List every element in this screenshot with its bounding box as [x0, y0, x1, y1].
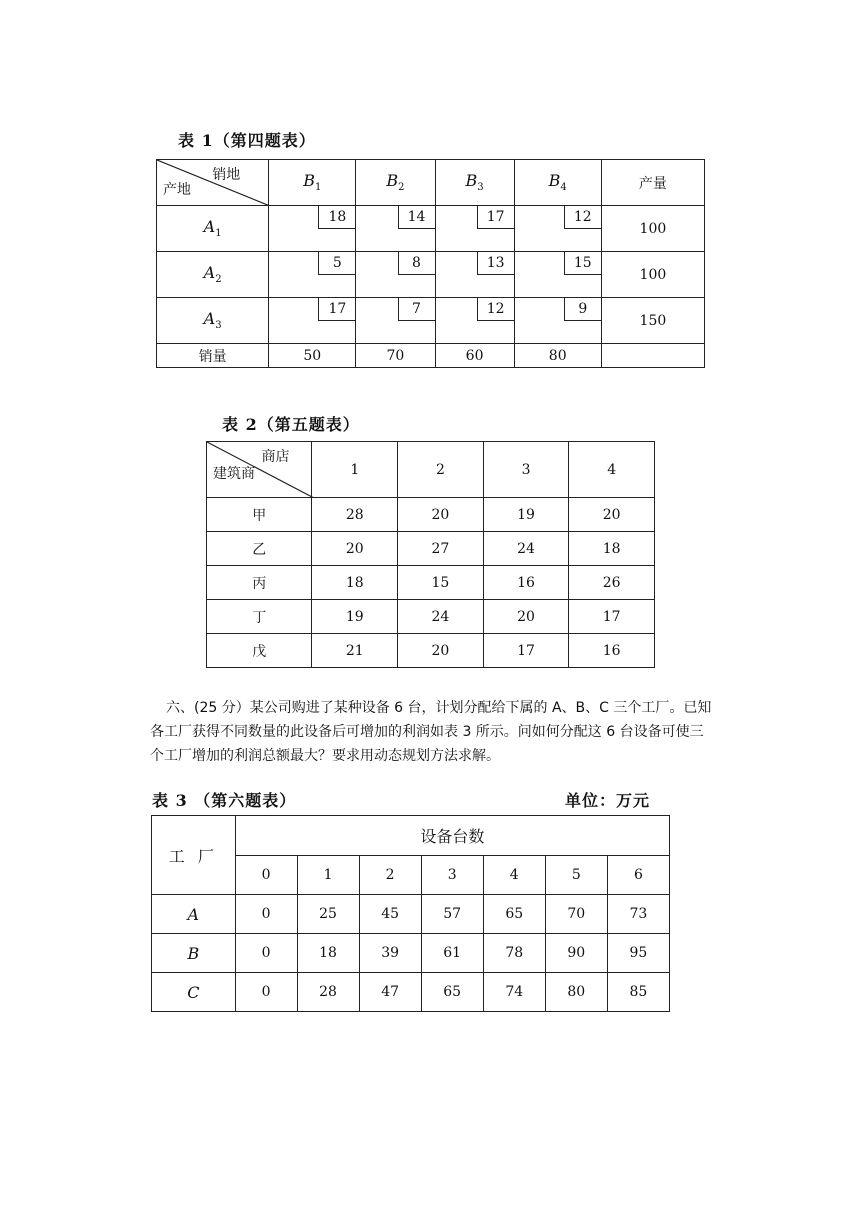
table-row — [152, 934, 670, 973]
table1-corner-cell — [157, 160, 269, 206]
cell-value: 28 — [312, 498, 398, 532]
table-row — [207, 566, 655, 600]
row-label: 丁 — [207, 600, 312, 634]
demand-value: 70 — [356, 344, 435, 368]
cost-value: 17 — [477, 206, 514, 229]
supply-value: 100 — [601, 252, 704, 298]
cell-value: 39 — [359, 934, 421, 973]
table2-corner-cell — [207, 442, 312, 498]
cost-value: 12 — [477, 298, 514, 321]
col-header: 3 — [483, 442, 569, 498]
question6-line1: 六、(25 分）某公司购进了某种设备 6 台，计划分配给下属的 A、B、C 三个工厂。已知 — [166, 700, 712, 716]
cost-value: 7 — [398, 298, 435, 321]
cost-value: 13 — [477, 252, 514, 275]
question6-text — [150, 696, 740, 768]
cell-value: 74 — [483, 973, 545, 1012]
cell-value: 17 — [569, 600, 655, 634]
table-row — [157, 344, 705, 368]
table2-corner-bottom: 建筑商 — [213, 466, 255, 482]
equipment-count-header: 设备台数 — [235, 816, 669, 856]
cell-value: 15 — [398, 566, 484, 600]
cell-value: 73 — [607, 895, 669, 934]
col-header: 4 — [569, 442, 655, 498]
assignment-table — [206, 441, 655, 668]
cell-value: 95 — [607, 934, 669, 973]
cell-value: 45 — [359, 895, 421, 934]
cell-value: 70 — [545, 895, 607, 934]
transport-cost-table — [156, 159, 705, 368]
col-header: 4 — [483, 856, 545, 895]
cell-value: 20 — [569, 498, 655, 532]
col-header-b3: $B_3$ — [435, 160, 514, 206]
row-label-c: C — [152, 973, 236, 1012]
cell-value: 0 — [235, 973, 297, 1012]
cell-value: 16 — [483, 566, 569, 600]
cell-value: 47 — [359, 973, 421, 1012]
cost-value: 12 — [564, 206, 601, 229]
cost-cell — [269, 298, 356, 344]
cost-value: 5 — [318, 252, 355, 275]
cell-value: 61 — [421, 934, 483, 973]
cost-cell — [514, 252, 601, 298]
cost-cell — [514, 206, 601, 252]
col-header-b4: $B_4$ — [514, 160, 601, 206]
col-header: 2 — [398, 442, 484, 498]
cost-cell — [356, 206, 435, 252]
col-header: 1 — [297, 856, 359, 895]
cell-value: 18 — [297, 934, 359, 973]
cell-value: 18 — [312, 566, 398, 600]
supply-value: 100 — [601, 206, 704, 252]
cell-value: 18 — [569, 532, 655, 566]
cell-value: 90 — [545, 934, 607, 973]
profit-table — [151, 815, 670, 1012]
table-row — [152, 973, 670, 1012]
question6-line3: 个工厂增加的利润总额最大？要求用动态规划方法求解。 — [150, 748, 500, 764]
cell-value: 19 — [312, 600, 398, 634]
table3-unit: 单位：万元 — [565, 791, 651, 810]
cost-value: 17 — [318, 298, 355, 321]
col-header-b1: $B_1$ — [269, 160, 356, 206]
row-label-a: A — [152, 895, 236, 934]
cell-value: 85 — [607, 973, 669, 1012]
table-row — [157, 252, 705, 298]
cell-value: 24 — [483, 532, 569, 566]
col-header: 5 — [545, 856, 607, 895]
cell-value: 20 — [398, 634, 484, 668]
cost-cell — [435, 206, 514, 252]
supply-value: 150 — [601, 298, 704, 344]
table-row — [207, 532, 655, 566]
cost-cell — [514, 298, 601, 344]
row-label: 丙 — [207, 566, 312, 600]
table-row — [207, 600, 655, 634]
cost-value: 9 — [564, 298, 601, 321]
table1-corner-top: 销地 — [212, 167, 241, 183]
supply-header: 产量 — [601, 160, 704, 206]
cost-cell — [435, 252, 514, 298]
cell-value: 0 — [235, 934, 297, 973]
table-row — [207, 634, 655, 668]
table-row — [157, 206, 705, 252]
cell-value: 57 — [421, 895, 483, 934]
cost-value: 8 — [398, 252, 435, 275]
demand-label: 销量 — [157, 344, 269, 368]
factory-header: 工 厂 — [152, 816, 236, 895]
cost-cell — [269, 252, 356, 298]
cell-value: 17 — [483, 634, 569, 668]
cost-cell — [269, 206, 356, 252]
cost-value: 14 — [398, 206, 435, 229]
cell-value: 78 — [483, 934, 545, 973]
row-label: 戊 — [207, 634, 312, 668]
cost-value: 18 — [318, 206, 355, 229]
row-label-b: B — [152, 934, 236, 973]
table3-caption: 表 3 （第六题表） — [152, 791, 297, 810]
table-row — [207, 498, 655, 532]
col-header: 6 — [607, 856, 669, 895]
table-row — [152, 895, 670, 934]
cell-value: 27 — [398, 532, 484, 566]
row-header-a3: $A_3$ — [157, 298, 269, 344]
table1-caption: 表 1（第四题表） — [178, 131, 316, 150]
table2-caption: 表 2（第五题表） — [222, 415, 360, 434]
cost-cell — [356, 252, 435, 298]
cost-cell — [435, 298, 514, 344]
col-header: 1 — [312, 442, 398, 498]
table2-corner-top: 商店 — [261, 449, 290, 465]
cell-value: 80 — [545, 973, 607, 1012]
demand-value: 80 — [514, 344, 601, 368]
cell-value: 16 — [569, 634, 655, 668]
demand-empty — [601, 344, 704, 368]
col-header: 0 — [235, 856, 297, 895]
row-header-a2: $A_2$ — [157, 252, 269, 298]
cell-value: 28 — [297, 973, 359, 1012]
demand-value: 60 — [435, 344, 514, 368]
cell-value: 65 — [483, 895, 545, 934]
cell-value: 25 — [297, 895, 359, 934]
cell-value: 20 — [312, 532, 398, 566]
cell-value: 26 — [569, 566, 655, 600]
table1-corner-bottom: 产地 — [163, 182, 191, 198]
row-label: 甲 — [207, 498, 312, 532]
cell-value: 24 — [398, 600, 484, 634]
demand-value: 50 — [269, 344, 356, 368]
cell-value: 21 — [312, 634, 398, 668]
table-row — [157, 298, 705, 344]
cost-value: 15 — [564, 252, 601, 275]
row-label: 乙 — [207, 532, 312, 566]
col-header: 2 — [359, 856, 421, 895]
col-header: 3 — [421, 856, 483, 895]
cell-value: 20 — [398, 498, 484, 532]
cell-value: 0 — [235, 895, 297, 934]
col-header-b2: $B_2$ — [356, 160, 435, 206]
row-header-a1: $A_1$ — [157, 206, 269, 252]
cell-value: 65 — [421, 973, 483, 1012]
cost-cell — [356, 298, 435, 344]
question6-line2: 各工厂获得不同数量的此设备后可增加的利润如表 3 所示。问如何分配这 6 台设备可使三 — [150, 724, 704, 740]
cell-value: 20 — [483, 600, 569, 634]
cell-value: 19 — [483, 498, 569, 532]
